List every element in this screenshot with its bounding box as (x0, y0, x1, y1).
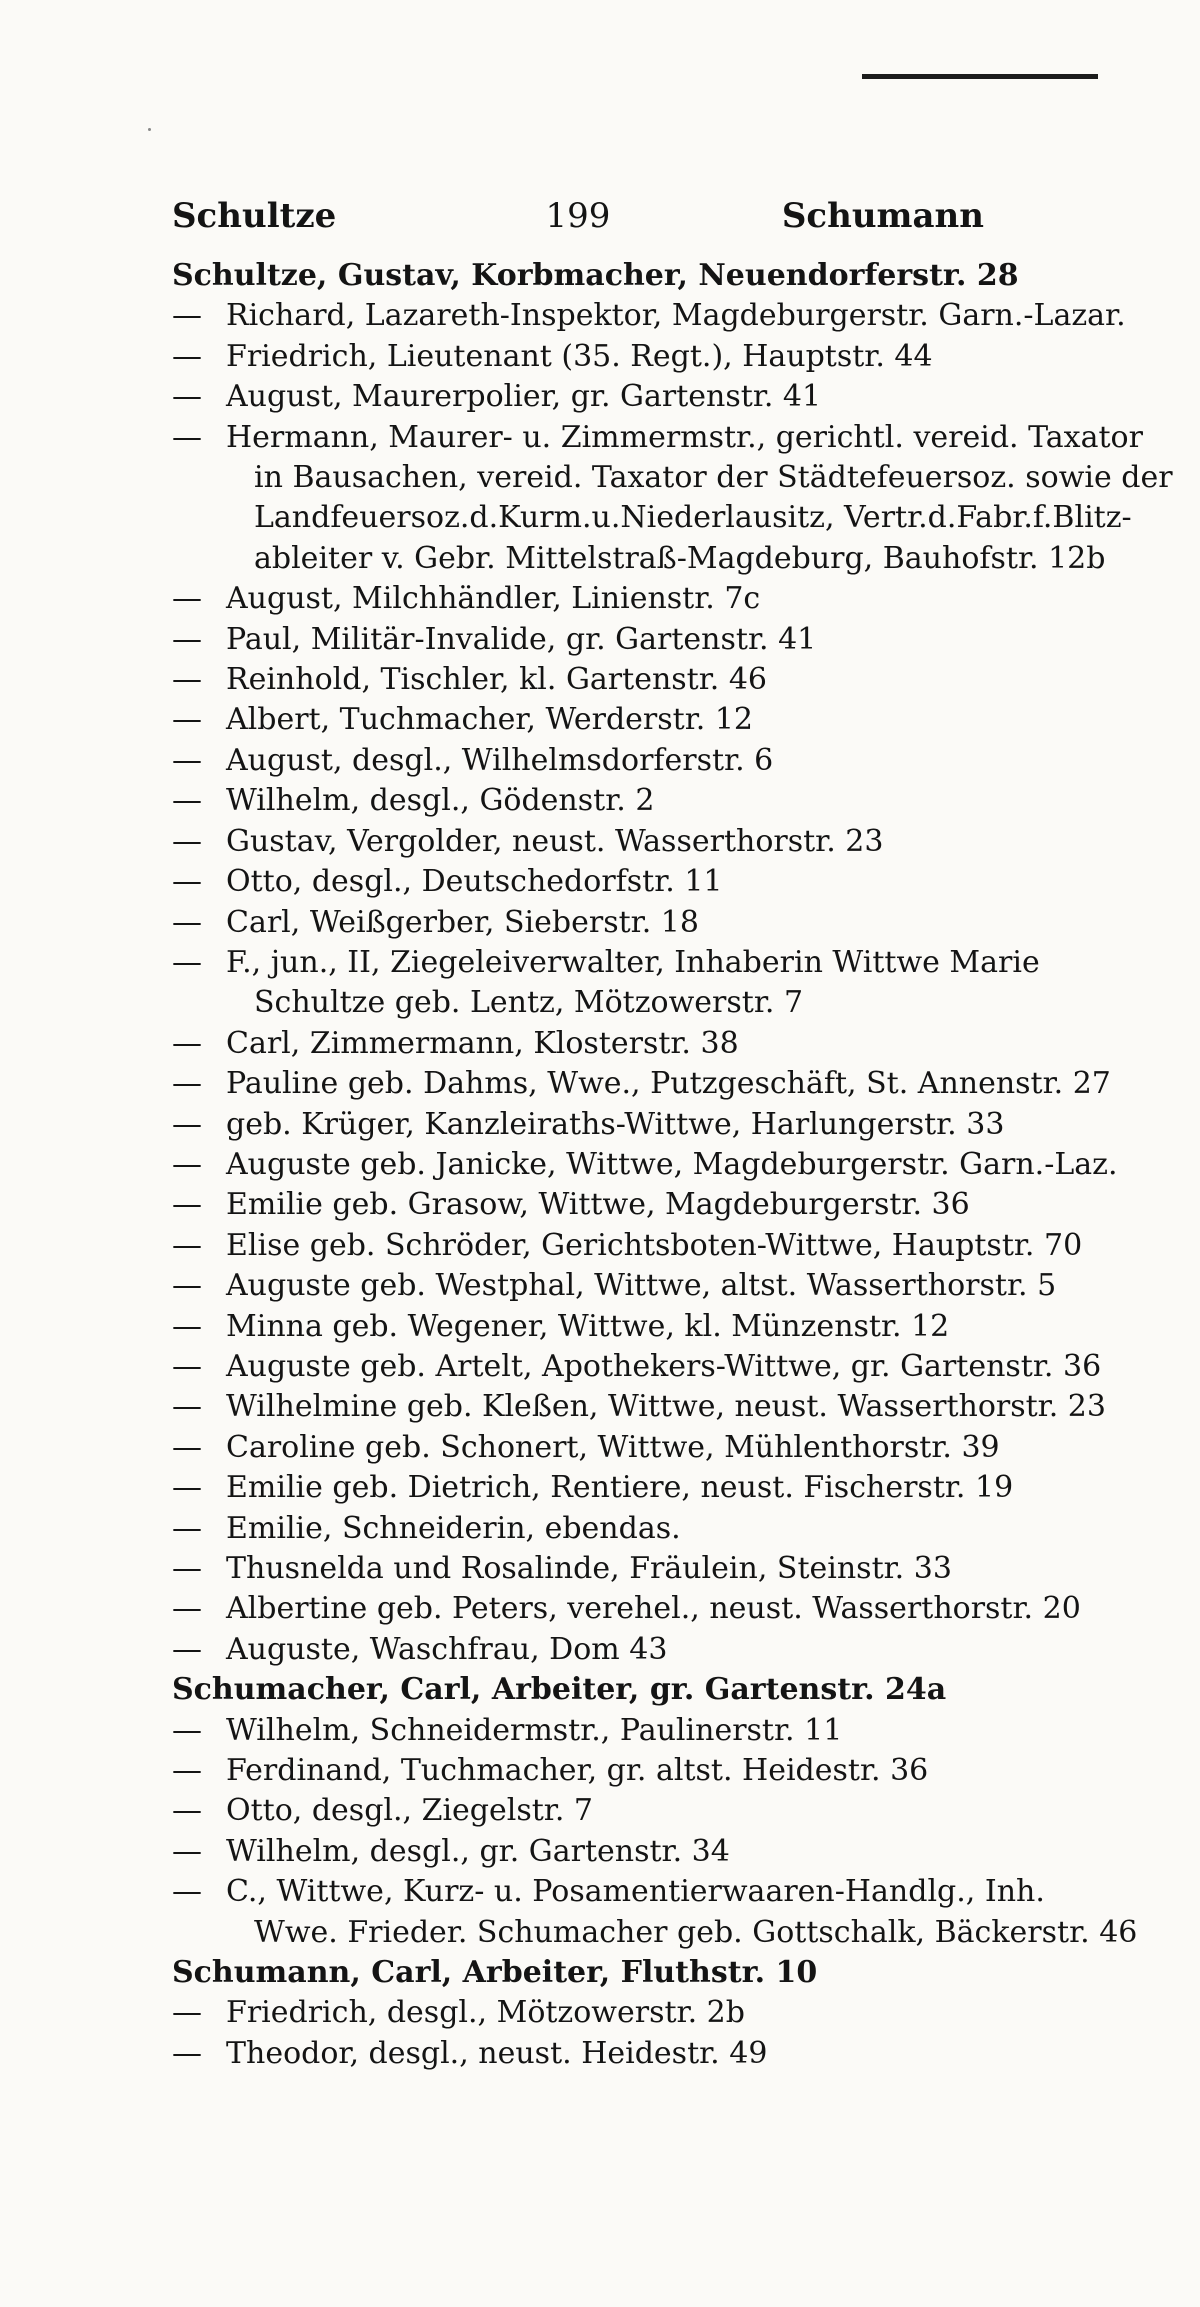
ditto-dash: — (172, 1874, 202, 1910)
directory-entry (172, 1832, 1002, 1872)
directory-entry (172, 1630, 1002, 1670)
ditto-dash: — (172, 904, 202, 940)
entry-text: Richard, Lazareth-Inspektor, Magdeburgerstr. Garn.-Lazar. (226, 298, 1126, 334)
entry-text: Otto, desgl., Deutschedorfstr. 11 (226, 864, 723, 900)
directory-entry (172, 256, 1019, 296)
directory-entry (172, 1993, 1002, 2033)
entry-text: Caroline geb. Schonert, Wittwe, Mühlenthorstr. 39 (226, 1429, 1000, 1465)
directory-entry (172, 1347, 1102, 1387)
ditto-dash: — (172, 1591, 202, 1627)
entry-continuation-line: in Bausachen, vereid. Taxator der Städtefeuersoz. sowie der (254, 460, 1173, 496)
directory-entry (172, 862, 1002, 902)
directory-entry (172, 1185, 1002, 1225)
ditto-dash: — (172, 1793, 202, 1829)
ditto-dash: — (172, 621, 202, 657)
ditto-dash: — (172, 379, 202, 415)
entry-text: Reinhold, Tischler, kl. Gartenstr. 46 (226, 662, 768, 698)
entry-text: Hermann, Maurer- u. Zimmermstr., gerichtl. vereid. Taxator (226, 419, 1143, 455)
entry-text: Emilie, Schneiderin, ebendas. (226, 1510, 681, 1546)
entry-text: Minna geb. Wegener, Wittwe, kl. Münzenstr. 12 (226, 1308, 950, 1344)
speck (148, 128, 151, 131)
entry-text: F., jun., II, Ziegeleiverwalter, Inhaberin Wittwe Marie (226, 944, 1040, 980)
ditto-dash: — (172, 823, 202, 859)
entry-text: Wilhelmine geb. Kleßen, Wittwe, neust. Wasserthorstr. 23 (226, 1389, 1106, 1425)
ditto-dash: — (172, 1389, 202, 1425)
directory-entry (172, 1872, 1138, 1953)
entry-text: Gustav, Vergolder, neust. Wasserthorstr. 23 (226, 823, 884, 859)
directory-entry (172, 296, 1126, 336)
ditto-dash: — (172, 1470, 202, 1506)
entry-text: Auguste geb. Janicke, Wittwe, Magdeburgerstr. Garn.-Laz. (226, 1146, 1118, 1182)
entry-continuation-line: Schultze geb. Lentz, Mötzowerstr. 7 (254, 985, 804, 1021)
entry-text: Schumacher, Carl, Arbeiter, gr. Gartenstr. 24a (172, 1672, 947, 1708)
ditto-dash: — (172, 581, 202, 617)
directory-entry (172, 943, 1040, 1024)
directory-entry (172, 1711, 1002, 1751)
entry-continuation-line: Landfeuersoz.d.Kurm.u.Niederlausitz, Vertr.d.Fabr.f.Blitz- (254, 500, 1132, 536)
ditto-dash: — (172, 1348, 202, 1384)
entry-text: August, Milchhändler, Linienstr. 7c (226, 581, 761, 617)
entry-text: Ferdinand, Tuchmacher, gr. altst. Heidestr. 36 (226, 1753, 929, 1789)
directory-entry (172, 660, 1002, 700)
entry-text: Wilhelm, Schneidermstr., Paulinerstr. 11 (226, 1712, 843, 1748)
entry-text: Elise geb. Schröder, Gerichtsboten-Wittwe, Hauptstr. 70 (226, 1227, 1083, 1263)
ditto-dash: — (172, 419, 202, 455)
entry-continuation-line: Wwe. Frieder. Schumacher geb. Gottschalk, Bäckerstr. 46 (254, 1914, 1138, 1950)
directory-entry (172, 1791, 1002, 1831)
entry-text: Pauline geb. Dahms, Wwe., Putzgeschäft, St. Annenstr. 27 (226, 1066, 1111, 1102)
top-rule (862, 74, 1098, 79)
entry-text: Wilhelm, desgl., Gödenstr. 2 (226, 783, 655, 819)
page-number: 199 (545, 196, 611, 236)
entry-text: Auguste, Waschfrau, Dom 43 (226, 1631, 668, 1667)
entry-text: Albert, Tuchmacher, Werderstr. 12 (226, 702, 753, 738)
header-left-keyword: Schultze (172, 196, 337, 236)
directory-entry (172, 781, 1002, 821)
ditto-dash: — (172, 1146, 202, 1182)
directory-entry (172, 1549, 1002, 1589)
ditto-dash: — (172, 1753, 202, 1789)
ditto-dash: — (172, 944, 202, 980)
entry-text: Paul, Militär-Invalide, gr. Gartenstr. 41 (226, 621, 817, 657)
entry-text: Carl, Weißgerber, Sieberstr. 18 (226, 904, 699, 940)
ditto-dash: — (172, 1631, 202, 1667)
ditto-dash: — (172, 742, 202, 778)
ditto-dash: — (172, 702, 202, 738)
entry-text: Wilhelm, desgl., gr. Gartenstr. 34 (226, 1833, 730, 1869)
entry-text: Schultze, Gustav, Korbmacher, Neuendorferstr. 28 (172, 258, 1019, 293)
entry-text: Auguste geb. Artelt, Apothekers-Wittwe, gr. Gartenstr. 36 (226, 1348, 1102, 1384)
entry-text: Schumann, Carl, Arbeiter, Fluthstr. 10 (172, 1955, 818, 1991)
ditto-dash: — (172, 1187, 202, 1223)
directory-entry (172, 1953, 1002, 1993)
entry-text: Emilie geb. Dietrich, Rentiere, neust. Fischerstr. 19 (226, 1470, 1014, 1506)
directory-entry (172, 418, 1173, 580)
directory-entry (172, 1751, 1002, 1791)
directory-entry (172, 2034, 1002, 2074)
entry-text: Albertine geb. Peters, verehel., neust. Wasserthorstr. 20 (226, 1591, 1081, 1627)
ditto-dash: — (172, 1551, 202, 1586)
entry-text: Carl, Zimmermann, Klosterstr. 38 (226, 1025, 739, 1061)
directory-entry (172, 1064, 1111, 1104)
entry-text: August, desgl., Wilhelmsdorferstr. 6 (226, 742, 774, 778)
entry-text: Friedrich, Lieutenant (35. Regt.), Hauptstr. 44 (226, 338, 933, 374)
directory-entry (172, 377, 1002, 417)
directory-entry (172, 741, 1002, 781)
entry-continuation-line: ableiter v. Gebr. Mittelstraß-Magdeburg, Bauhofstr. 12b (254, 540, 1106, 576)
entry-text: Friedrich, desgl., Mötzowerstr. 2b (226, 1995, 745, 2031)
ditto-dash: — (172, 338, 202, 374)
directory-entry (172, 1145, 1118, 1185)
directory-entry (172, 1509, 1002, 1549)
page-header (172, 186, 984, 246)
entry-text: Thusnelda und Rosalinde, Fräulein, Steinstr. 33 (226, 1551, 952, 1586)
ditto-dash: — (172, 1712, 202, 1748)
directory-entry (172, 1428, 1002, 1468)
ditto-dash: — (172, 1106, 202, 1142)
ditto-dash: — (172, 1995, 202, 2031)
directory-entry (172, 1670, 1002, 1710)
entry-text: Emilie geb. Grasow, Wittwe, Magdeburgerstr. 36 (226, 1187, 970, 1223)
ditto-dash: — (172, 2035, 202, 2071)
ditto-dash: — (172, 1227, 202, 1263)
directory-entry (172, 337, 1002, 377)
ditto-dash: — (172, 864, 202, 900)
directory-entry (172, 579, 1002, 619)
directory-entry (172, 620, 1002, 660)
directory-entry (172, 1589, 1081, 1629)
ditto-dash: — (172, 1025, 202, 1061)
ditto-dash: — (172, 662, 202, 698)
directory-entry (172, 1468, 1014, 1508)
entry-text: C., Wittwe, Kurz- u. Posamentierwaaren-Handlg., Inh. (226, 1874, 1045, 1910)
directory-entry (172, 903, 1002, 943)
entry-list (172, 256, 1173, 2074)
directory-entry (172, 1024, 1002, 1064)
ditto-dash: — (172, 1066, 202, 1102)
ditto-dash: — (172, 1308, 202, 1344)
ditto-dash: — (172, 1429, 202, 1465)
entry-text: Otto, desgl., Ziegelstr. 7 (226, 1793, 594, 1829)
ditto-dash: — (172, 1268, 202, 1304)
ditto-dash: — (172, 783, 202, 819)
directory-entry (172, 700, 1002, 740)
ditto-dash: — (172, 1833, 202, 1869)
entry-text: Auguste geb. Westphal, Wittwe, altst. Wasserthorstr. 5 (226, 1268, 1057, 1304)
directory-entry (172, 1307, 1002, 1347)
directory-entry (172, 822, 1002, 862)
directory-entry (172, 1226, 1083, 1266)
header-right-keyword: Schumann (781, 196, 984, 236)
entry-text: Theodor, desgl., neust. Heidestr. 49 (226, 2035, 768, 2071)
entry-text: August, Maurerpolier, gr. Gartenstr. 41 (226, 379, 822, 415)
directory-entry (172, 1387, 1106, 1427)
directory-entry (172, 1266, 1057, 1306)
ditto-dash: — (172, 298, 202, 334)
ditto-dash: — (172, 1510, 202, 1546)
directory-entry (172, 1105, 1005, 1145)
entry-text: geb. Krüger, Kanzleiraths-Wittwe, Harlungerstr. 33 (226, 1106, 1005, 1142)
